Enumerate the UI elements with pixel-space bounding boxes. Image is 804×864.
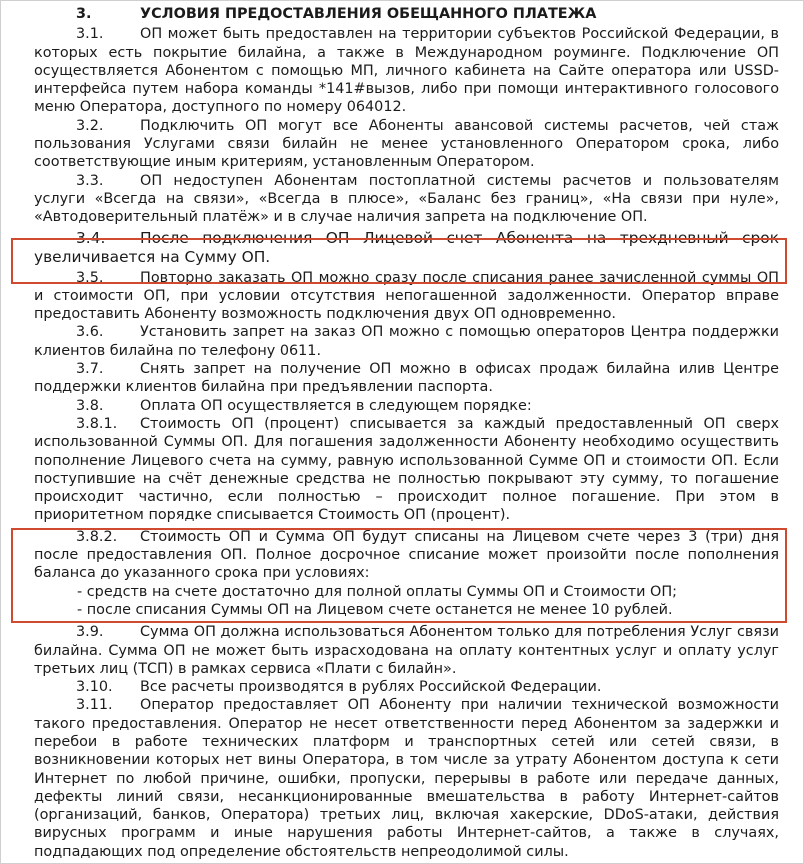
section-title: УСЛОВИЯ ПРЕДОСТАВЛЕНИЯ ОБЕЩАННОГО ПЛАТЕЖА xyxy=(140,6,597,22)
clause-number: 3.9. xyxy=(76,624,104,641)
clause-3-9 xyxy=(34,623,779,678)
clause-number: 3.3. xyxy=(76,172,104,189)
clause-number: 3.10. xyxy=(76,679,113,696)
highlight-box-clause-3-8-2 xyxy=(11,528,787,623)
clause-3-2 xyxy=(34,117,779,172)
clause-number: 3.4. xyxy=(76,228,106,247)
clause-number: 3.5. xyxy=(76,269,104,286)
clause-number: 3.1. xyxy=(76,26,104,43)
clause-number: 3.11. xyxy=(76,697,113,714)
clause-text: Оператор предоставляет ОП Абоненту при наличии технической возможности такого предоставления. Оператор не несет ответственности перед Абонентом за задержки и перебои в работе технических платформ и транспортных сетей или сетей связи, в возникновении которых нет вины Оператора, в том числе за утрату Абонентом доступа к сети Интернет по любой причине, ошибки, пропуски, перерывы в работе или передаче данных, дефекты линий связи, несанкционированные вмешательства в работу Интернет-сайтов (организаций, банков, Оператора) третьих лиц, включая хакерские, DDoS-атаки, действия вирусных программ и иные нарушения работы Интернет-сайтов, а также в случаях, подпадающих под определение обстоятельств непреодолимой силы. xyxy=(34,697,779,860)
section-heading xyxy=(34,5,779,23)
clause-number: 3.2. xyxy=(76,117,104,134)
clause-3-11 xyxy=(34,696,779,861)
clause-text: Сумма ОП должна использоваться Абонентом только для потребления Услуг связи билайна. Сумма ОП не может быть израсходована на оплату контентных услуг и оплату услуг третьих лиц (ТСП) в рамках сервиса «Плати с билайн». xyxy=(34,624,779,677)
clause-text: Снять запрет на получение ОП можно в офисах продаж билайна илив Центре поддержки клиентов билайна при предъявлении паспорта. xyxy=(34,361,779,396)
clause-3-7 xyxy=(34,360,779,397)
clause-number: 3.8.2. xyxy=(76,528,118,545)
clause-3-8-1 xyxy=(34,415,779,525)
document-body xyxy=(34,5,779,861)
clause-number: 3.6. xyxy=(76,324,104,341)
clause-3-10 xyxy=(34,678,779,696)
clause-number: 3.8.1. xyxy=(76,415,118,432)
section-number: 3. xyxy=(76,6,92,22)
clause-text: После подключения ОП Лицевой счет Абонента на трехдневный срок увеличивается на Сумму ОП. xyxy=(34,228,779,266)
clause-text: Стоимость ОП (процент) списывается за каждый предоставленный ОП сверх использованной Суммы ОП. Для погашения задолженности Абоненту необходимо осуществить пополнение Лицевого счета на сумму, равную использованной Сумме ОП и стоимости ОП. Если поступившие на счёт денежные средства не полностью покрывают эту сумму, то погашение происходит частично, если полностью – происходит полное погашение. При этом в приоритетном порядке списывается Стоимость ОП (процент). xyxy=(34,415,779,524)
clause-text: Стоимость ОП и Сумма ОП будут списаны на Лицевом счете через 3 (три) дня после предоставления ОП. Полное досрочное списание может произойти после пополнения баланса до указанного срока при условиях: xyxy=(34,528,779,582)
clause-3-6 xyxy=(34,323,779,360)
clause-number: 3.7. xyxy=(76,361,104,378)
clause-text: Подключить ОП могут все Абоненты авансовой системы расчетов, чей стаж пользования Услугами связи билайн не менее установленного Оператором срока, либо соответствующие иным критериям, установленным Оператором. xyxy=(34,117,779,171)
clause-text: Оплата ОП осуществляется в следующем порядке: xyxy=(140,397,532,414)
clause-text: Повторно заказать ОП можно сразу после списания ранее зачисленной суммы ОП и стоимости ОП, при условии отсутствия непогашенной задолженности. Оператор вправе предоставить Абоненту возможность подключения двух ОП одновременно. xyxy=(34,269,779,323)
clause-3-1 xyxy=(34,25,779,116)
clause-text: Все расчеты производятся в рублях Российской Федерации. xyxy=(140,679,602,696)
clause-text: ОП недоступен Абонентам постоплатной системы расчетов и пользователям услуги «Всегда на связи», «Всегда в плюсе», «Баланс без границ», «На связи при нуле», «Автодоверительный платёж» и в случае наличия запрета на подключение ОП. xyxy=(34,172,779,226)
condition-item: - после списания Суммы ОП на Лицевом счете останется не менее 10 рублей. xyxy=(77,601,673,618)
highlight-box-clause-3-4 xyxy=(11,238,787,284)
clause-text: ОП может быть предоставлен на территории субъектов Российской Федерации, в которых есть покрытие билайна, а также в Международном роуминге. Подключение ОП осуществляется Абонентом с помощью МП, личного кабинета на Сайте оператора или USSD-интерфейса путем набора команды *141#вызов, либо при помощи интерактивного голосового меню Оператора, доступного по номеру 064012. xyxy=(34,26,779,116)
clause-text: Установить запрет на заказ ОП можно с помощью операторов Центра поддержки клиентов билайна по телефону 0611. xyxy=(34,324,779,359)
clause-3-3 xyxy=(34,172,779,227)
clause-number: 3.8. xyxy=(76,397,104,414)
condition-item: - средств на счете достаточно для полной оплаты Суммы ОП и Стоимости ОП; xyxy=(77,583,678,600)
clause-3-8 xyxy=(34,397,779,415)
